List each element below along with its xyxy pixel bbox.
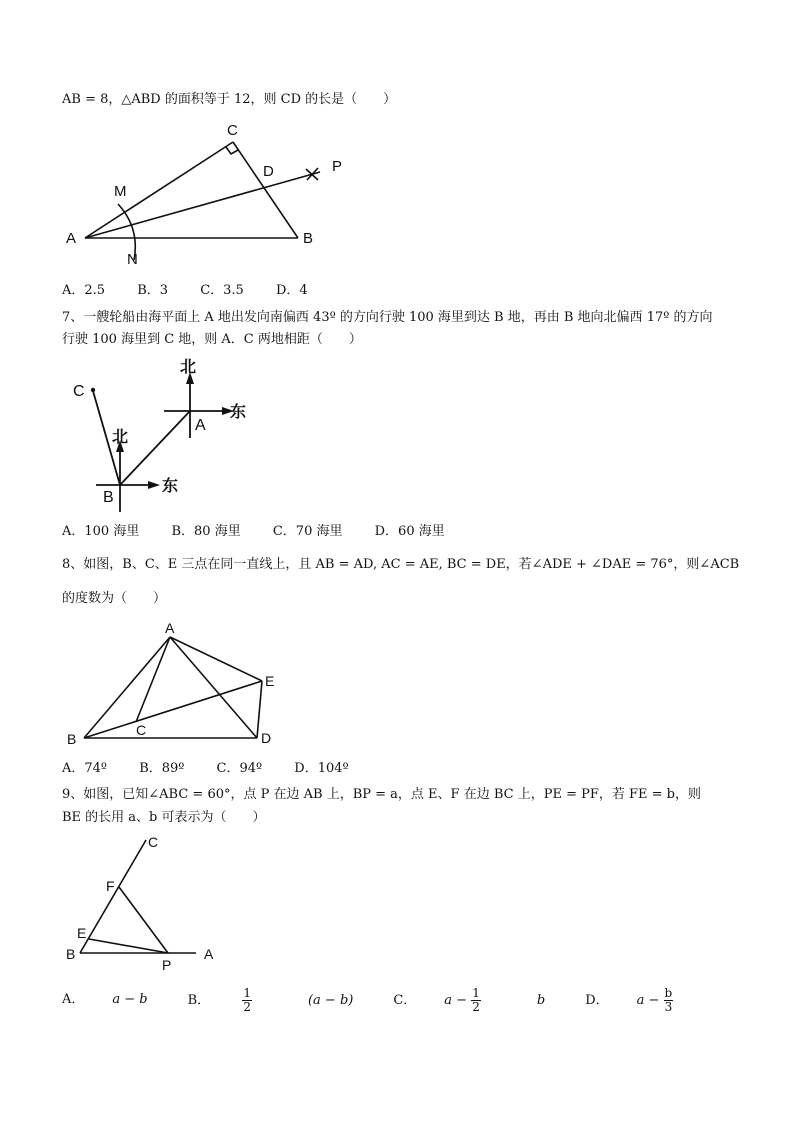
q6-option-d[interactable]: D．4: [275, 283, 308, 298]
q6-label-n: N: [127, 251, 138, 268]
q8-stem-line1: 8、如图，B、C、E 三点在同一直线上，且 AB = AD, AC = AE, BC = DE，若∠ADE + ∠DAE = 76°，则∠ACB: [62, 557, 740, 572]
q9-segment-ep: [89, 939, 168, 953]
q9-label-f: F: [106, 878, 115, 894]
q9-option-c-tail: b: [536, 992, 546, 1008]
q9-option-c-num: 1: [472, 985, 480, 1000]
q9-option-b-letter: B．: [187, 992, 211, 1008]
q7-label-c: C: [73, 383, 85, 400]
q6-options: [62, 282, 336, 300]
q8-option-a[interactable]: A．74º: [62, 761, 108, 776]
q9-option-d-den: 3: [664, 999, 673, 1014]
q9-options: [62, 980, 757, 1020]
q8-label-c: C: [136, 722, 147, 738]
q9-option-d[interactable]: [585, 987, 729, 1014]
q9-option-a[interactable]: [62, 991, 148, 1009]
q6-label-c: C: [227, 122, 238, 139]
q6-label-b: B: [303, 230, 314, 247]
q6-segment-cb: [233, 142, 298, 238]
q7-segment-ab: [120, 411, 190, 485]
q8-option-d[interactable]: D．104º: [294, 761, 349, 776]
q8-segment-ab: [84, 637, 170, 738]
q6-option-a[interactable]: A．2.5: [62, 283, 106, 298]
q9-option-d-fraction: [664, 987, 702, 1014]
q9-label-p: P: [162, 957, 172, 973]
q9-option-a-expr: a − b: [112, 992, 148, 1007]
q6-label-d: D: [263, 163, 274, 180]
q8-stem-line2: 的度数为（ ）: [62, 591, 167, 606]
q7-options: [62, 523, 473, 541]
q7-label-a: A: [195, 417, 206, 434]
q9-option-c-den: 2: [472, 999, 480, 1014]
q8-segment-ac: [136, 637, 170, 722]
q9-option-b-tail: (a − b): [307, 992, 354, 1008]
q7-option-d[interactable]: D．60 海里: [374, 524, 445, 539]
q9-option-c-fraction: [471, 987, 509, 1014]
q9-label-b: B: [66, 946, 76, 962]
q9-option-b[interactable]: [188, 987, 354, 1014]
q9-option-c[interactable]: [393, 987, 545, 1014]
q7-label-east-a: 东: [230, 404, 247, 421]
q8-options: [62, 760, 377, 778]
q6-ray-ap: [85, 172, 320, 238]
q6-segment-ac: [85, 142, 233, 238]
q6-stem: AB = 8，△ABD 的面积等于 12，则 CD 的长是（ ）: [62, 92, 397, 107]
q9-label-e: E: [77, 925, 87, 941]
q9-option-b-fraction: [242, 987, 280, 1014]
q8-segment-be: [84, 681, 262, 738]
q9-option-d-num: b: [664, 985, 673, 1000]
q7-label-b: B: [103, 489, 114, 506]
q9-stem-line2: BE 的长用 a、b 可表示为（ ）: [62, 810, 266, 825]
q9-segment-fp: [119, 887, 168, 953]
q6-label-a: A: [66, 230, 77, 247]
q9-option-a-letter: A．: [62, 992, 85, 1007]
q8-option-c[interactable]: C．94º: [216, 761, 263, 776]
q8-label-a: A: [165, 620, 175, 636]
q7-label-north-a: 北: [180, 359, 197, 376]
q9-stem-line1: 9、如图，已知∠ABC = 60°，点 P 在边 AB 上，BP = a，点 E、F 在边 BC 上，PE = PF，若 FE = b，则: [62, 787, 701, 802]
q7-point-c: [91, 388, 95, 392]
q6-arc-cross-p: [306, 168, 318, 180]
q9-option-b-den: 2: [243, 999, 251, 1014]
q9-option-d-letter: D．: [585, 992, 609, 1008]
q8-label-d: D: [261, 730, 272, 746]
q6-option-c[interactable]: C．3.5: [200, 283, 244, 298]
q9-label-c: C: [148, 834, 159, 850]
q7-arrow-east-b: [148, 481, 160, 489]
q9-option-d-head: a −: [636, 992, 660, 1008]
q8-option-b[interactable]: B．89º: [139, 761, 185, 776]
q9-option-c-letter: C．: [393, 992, 417, 1008]
q8-label-e: E: [265, 673, 275, 689]
q7-label-east-b: 东: [162, 478, 179, 495]
q9-label-a: A: [204, 946, 214, 962]
q8-label-b: B: [67, 731, 77, 747]
q6-label-m: M: [114, 183, 127, 200]
q7-stem-line2: 行驶 100 海里到 C 地，则 A．C 两地相距（ ）: [62, 332, 362, 347]
q6-option-b[interactable]: B．3: [137, 283, 169, 298]
q7-option-a[interactable]: A．100 海里: [62, 524, 140, 539]
q9-option-b-num: 1: [243, 985, 251, 1000]
q7-stem-line1: 7、一艘轮船由海平面上 A 地出发向南偏西 43º 的方向行驶 100 海里到达 B 地，再由 B 地向北偏西 17º 的方向: [62, 310, 713, 325]
q9-ray-bc: [80, 840, 146, 953]
q7-option-b[interactable]: B．80 海里: [171, 524, 241, 539]
q6-label-p: P: [332, 158, 343, 175]
q7-option-c[interactable]: C．70 海里: [272, 524, 343, 539]
q8-segment-ae: [170, 637, 262, 681]
q7-label-north-b: 北: [112, 429, 129, 446]
q9-option-c-head: a −: [444, 992, 468, 1008]
